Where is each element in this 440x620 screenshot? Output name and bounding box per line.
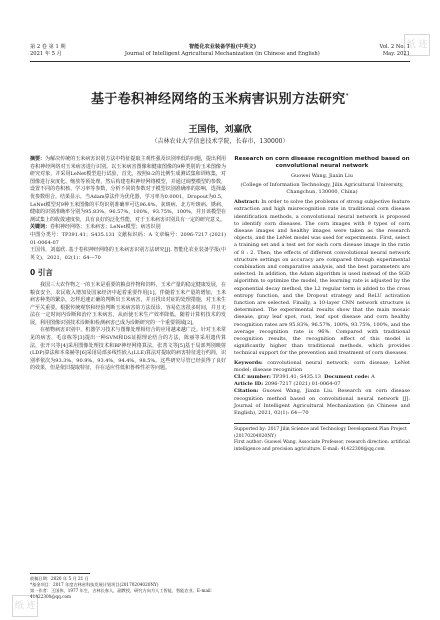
clc-value: TP391.41; S435.13 xyxy=(272,374,321,381)
paper-title-text: 基于卷积神经网络的玉米病害识别方法研究 xyxy=(90,92,346,107)
english-keywords xyxy=(234,360,410,374)
doc-code-label: Document code: xyxy=(324,374,370,381)
article-id-label: Article ID: xyxy=(234,381,264,388)
english-affiliation: (College of Information Technology, Jilin Agricultural University, Changchun, 130000, China) xyxy=(240,182,404,195)
english-keywords-text: convolutional neural network; corn disease; LeNet model; disease recognition xyxy=(234,359,410,373)
english-bio: First author: Guowei Wang, Associate Professor, research direction: artificial intelligence and precision agriculture. E-mail: 41422300@qq.com xyxy=(234,440,410,452)
watermark-stamp: 纸 迹 xyxy=(12,595,38,617)
issue-date-en: May. 2021 xyxy=(382,51,410,57)
keywords-cn-label: 关键词： xyxy=(30,224,51,231)
english-citation xyxy=(234,388,410,417)
footnote-block xyxy=(30,573,226,600)
affiliation: （吉林农业大学信息技术学院，长春市，130000） xyxy=(151,138,289,145)
footnote-rule xyxy=(30,573,90,574)
section-heading-intro: 0 引言 xyxy=(30,268,53,278)
issue-date: 2021 年 5 月 xyxy=(30,51,62,57)
english-title: Research on corn disease recognition method based on convolutional neural network xyxy=(234,156,410,170)
meta-cn-classification: 中图分类号：TP391.41；S435.131 文献标识码：A 文章编号：2096-7217 (2021) 01-0064-07 xyxy=(30,231,226,246)
right-column xyxy=(234,156,410,453)
abstract-cn-text: 为解决传统的玉米病害识别方法中特征提取主观性强及识别率低的问题，提出利用卷积神经网络对玉米病害进行识别。以玉米病害图像和健康图像的9种类别的玉米图像为研究对象，并采用LeNet模型进行试验，首先，按照8:2的比例生成测试集和训练集，对图像进行灰度化、缩放等预处理，然后构建卷积神经网络模型，并通过调整模型的参数，设置不同的卷积核、学习率等参数，分析不同的参数对于模型识别准确率的影响，选择最优参数组合。结果显示，当Adam算法作为优化器，学习率为0.0001，Dropout为0.5，LeNet模型对9种玉米图像的平均识别准确率可达96.8%，灰斑病、北方叶斑病、锈病、健康的识别准确率分别为95.83%，96.57%，100%，93.75%，100%，并且该模型在测试集上的收敛速度快，具有良好的泛化性能，对于玉米病害识别具有一定的研究意义。 xyxy=(30,156,226,223)
author-bio: 第一作者：王国伟，1977 年生，吉林长春人，副教授，研究方向为人工智能、智能农业。E-mail：41422300@qq.com xyxy=(30,588,215,599)
english-abstract xyxy=(234,199,410,357)
volume-issue: 第 2 卷 第 1 期 xyxy=(30,44,66,50)
doc-code-value: A xyxy=(371,374,375,381)
citation-label: Citation: xyxy=(234,388,259,395)
header-rule xyxy=(30,61,410,62)
intro-paragraph-1: 我国三大农作物之一的玉米是重要的粮食作物和饲料，玉米产量的稳定健康发展，在粮食安全、农民收入增加及国家经济中起着重要作用[1]。伴随着玉米产量的增加，玉米病害种类的繁杂，怎样迅速正确的判断出玉米病害，并且找出对症的处理措施，对玉米生产至关重要。根据传统观察和经验判断玉米病害的方法误诊、容易危害很多时间，并且无法在一定时间内诊断和治疗玉米病害，从而使玉米生产效率降低。随着计算机技术的发展，利用图像识别技术诊断和检测病害已成为诊断研究的一个重要领域[2]。 xyxy=(30,281,226,326)
abstract-cn-label: 摘要： xyxy=(30,156,46,162)
keywords-cn xyxy=(30,224,226,232)
english-abstract-text: In order to solve the problems of strong subjective feature extraction and high misrecognition rate in traditional corn disease identification methods, a convolutional neural network is proposed to identify corn diseases. The corn images with 9 types of corn disease images and healthy images were taken as the research objects, and the LeNet model was used for experiments. First, select a training set and a test set for each corn disease image in the ratio of 8 : 2. Then, the effects of different convolutional neural network structure settings on accuracy are compared through experimental combination and comparative analysis, and the best parameters are selected. In addition, the Adam algorithm is used instead of the SGD algorithm to optimize the model, the learning rate is adjusted by the exponential decay method, the L2 regular term is added to the cross entropy function, and the Dropout strategy and ReLU activation function are selected. Finally, a 10-layer CNN network structure is determined. The experimental results show that the main mosaic disease, gray leaf spot, rust, leaf spot disease and corn healthy recognition rates are 95.83%, 96.57%, 100%, 93.75%, 100%, and the average recognition rate is 96%. Compared with traditional recognition results, the recognition effect of this model is significantly higher than traditional methods, which provides technical support for the prevention and treatment of corn diseases. xyxy=(234,199,410,357)
english-article-id xyxy=(234,381,410,388)
left-column xyxy=(30,156,226,373)
paper-title xyxy=(30,88,410,107)
abstract-cn xyxy=(30,156,226,224)
citation-text: Guowei Wang, Jiaxin Liu. Research on corn disease recognition method based on convolutional neural network [J]. Journal of Intelligent Agricultural Mechanization (in Chinese and English), 2021, 02(1): 64—70 xyxy=(234,388,410,417)
title-footnote-mark: * xyxy=(345,92,349,100)
running-header xyxy=(30,44,410,58)
fund-note: *基金项目：2017 年度吉林省科技发展计划项目(20170204020NY) xyxy=(30,582,159,587)
watermark-stamp: 纸 迹 xyxy=(404,34,430,56)
english-keywords-label: Keywords: xyxy=(234,359,263,366)
english-authors: Guowei Wang, Jiaxin Liu xyxy=(291,172,353,179)
intro-paragraph-2: 在植物病害识别中，机器学习技术与图像处理相结合的应用越来越广泛。针对玉米常见的病害，毛彦栋等[3]提出一种SVM和DS证据理论结合的方法，陈丽等采用遗传算法，张开兴等[4]采用图像处理技术和BP神经网络算法，张善文等[5]基于局部判别映射(LDP)算法和本菜赫等[6]采用局部多线性嵌入(LLE)算法对提取的病害特征进行约简，识别率依次为93.3%，90.9%，93.4%，94.4%，98.5%。这些研究尽管已经获得了良好的效果，但是依旧提取特征，存在适应性低和鲁棒性差等问题。 xyxy=(30,327,226,372)
author-line: 王国伟，刘嘉欣 xyxy=(188,125,252,135)
journal-name-cn: 智能化农业装备学报(中英文) xyxy=(188,44,257,50)
clc-label: CLC number: xyxy=(234,374,271,381)
english-footnote xyxy=(234,423,410,453)
meta-cn-citation: 王国伟，刘嘉欣. 基于卷积神经网络的玉米病害识别方法研究[J]. 智能化农业装备学报(中英文)，2021，02(1)：64—70 xyxy=(30,247,226,261)
english-fund: Supported by: 2017 Jilin Science and Technology Development Plan Project (20170204020NY) xyxy=(234,427,407,439)
article-id-value: 2096-7217 (2021) 01-0064-07 xyxy=(264,381,341,388)
volume-issue-en: Vol. 2 No. 1 xyxy=(379,44,410,50)
keywords-cn-text: 卷积神经网络；玉米病害；LeNet模型；病害识别 xyxy=(50,224,161,231)
journal-name-en: Journal of Intelligent Agricultural Mechanization (in Chinese and English) xyxy=(124,51,320,57)
english-abstract-label: Abstract: xyxy=(234,199,260,206)
received-date: 收稿日期：2020 年 5 月 21 日 xyxy=(30,576,89,581)
